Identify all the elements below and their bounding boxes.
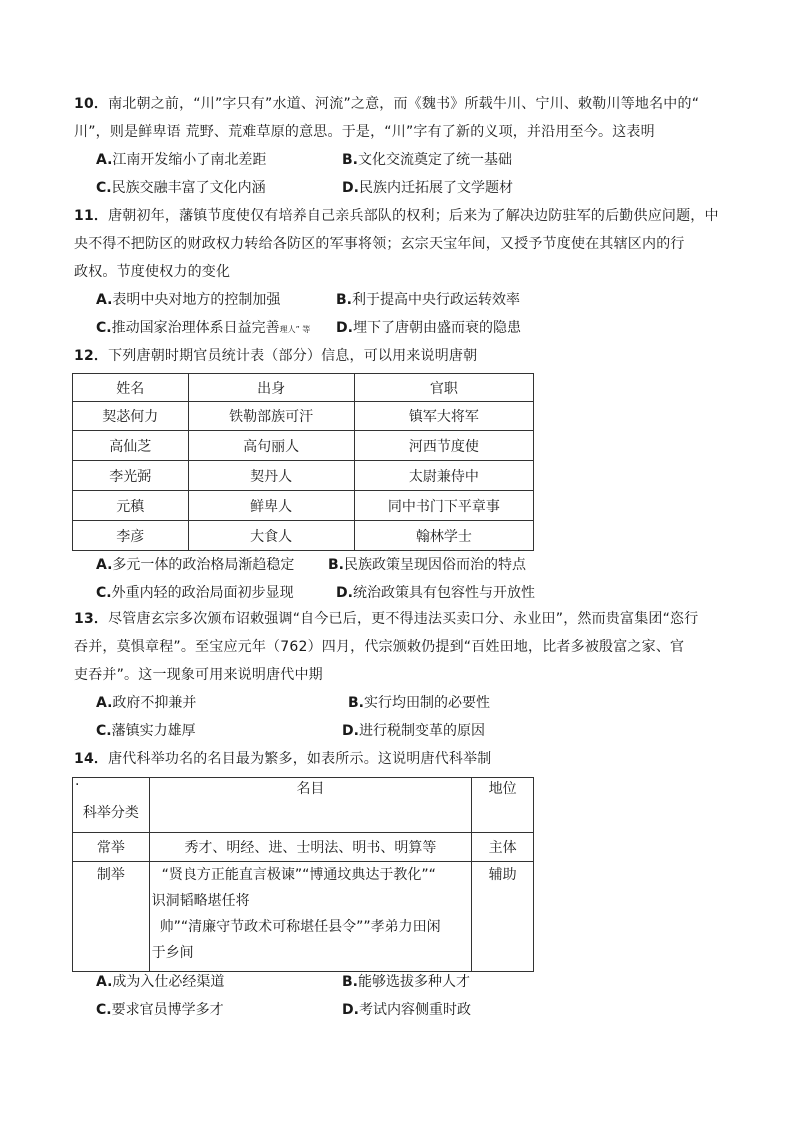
stem-line: 央不得不把防区的财政权力转给各防区的军事将领；玄宗天宝年间，又授予节度使在其辖区内的行	[74, 236, 685, 252]
question-13-stem	[74, 605, 719, 689]
officials-table	[72, 373, 534, 551]
table-row	[73, 461, 534, 491]
table-cell: 同中书门下平章事	[354, 491, 533, 521]
question-number: 12．	[74, 348, 109, 364]
table-header-row	[73, 778, 534, 833]
table-header: 出身	[188, 374, 354, 402]
stem-line: 尽管唐玄宗多次颁布诏敕强调“自今已后，更不得违法买卖口分、永业田”，然而贵富集团“恣行	[108, 611, 699, 627]
table-cell: 高仙芝	[73, 431, 189, 461]
question-number: 10．	[74, 96, 109, 112]
stem-line: 唐代科举功名的名目最为繁多，如表所示。这说明唐代科举制	[108, 751, 492, 767]
question-number: 13．	[74, 611, 109, 627]
table-cell: 镇军大将军	[354, 402, 533, 431]
option-c[interactable]: C.外重内轻的政治局面初步显现	[96, 585, 294, 601]
table-cell: 太尉兼侍中	[354, 461, 533, 491]
option-d[interactable]: D.统治政策具有包容性与开放性	[336, 585, 535, 601]
table-cell: 契丹人	[188, 461, 354, 491]
table-cell: 元稹	[73, 491, 189, 521]
question-10-options	[96, 146, 716, 202]
table-cell: 高句丽人	[188, 431, 354, 461]
table-cell: 鲜卑人	[188, 491, 354, 521]
table-header: 官职	[354, 374, 533, 402]
stem-line: 下列唐朝时期官员统计表（部分）信息，可以用来说明唐朝	[108, 348, 478, 364]
table-cell: 主体	[472, 833, 534, 862]
cell-line: 帅”“清廉守节政术可称堪任县令””孝弟力田闲	[159, 919, 441, 935]
table-cell: 李光弼	[73, 461, 189, 491]
table-cell: 铁勒部族可汗	[188, 402, 354, 431]
table-header-row	[73, 374, 534, 402]
option-a[interactable]: A.政府不抑兼并	[96, 695, 197, 711]
table-cell: 辅助	[472, 862, 534, 972]
option-b[interactable]: B.利于提高中央行政运转效率	[336, 292, 520, 308]
header-category: 科举分类	[82, 805, 139, 821]
option-d[interactable]: D.进行税制变革的原因	[342, 723, 485, 739]
option-a[interactable]: A.江南开发缩小了南北差距	[96, 152, 267, 168]
option-d[interactable]: D.考试内容侧重时政	[342, 1002, 471, 1018]
table-cell: 契苾何力	[73, 402, 189, 431]
table-cell: 翰林学士	[354, 521, 533, 551]
question-12-stem	[74, 342, 719, 370]
table-row	[73, 521, 534, 551]
option-b[interactable]: B.文化交流奠定了统一基础	[342, 152, 512, 168]
exam-categories-table	[72, 777, 534, 972]
table-cell	[149, 862, 472, 972]
table-row	[73, 862, 534, 972]
table-row	[73, 402, 534, 431]
option-c[interactable]: C.民族交融丰富了文化内涵	[96, 180, 266, 196]
table-cell: 常举	[73, 833, 150, 862]
option-c[interactable]: C.要求官员博学多才	[96, 1002, 224, 1018]
question-11-options	[96, 286, 716, 342]
table-cell: 河西节度使	[354, 431, 533, 461]
stem-line: 吏吞并”。这一现象可用来说明唐代中期	[74, 667, 323, 683]
stem-line: 吞并，莫惧章程”。至宝应元年（762）四月，代宗颁敕仍提到“百姓田地，比者多被殷富之家、官	[74, 639, 685, 655]
question-10-stem	[74, 90, 719, 146]
option-c[interactable]: C.推动国家治理体系日益完善理人” 等	[96, 320, 311, 336]
question-14-options	[96, 968, 716, 1024]
question-13-options	[96, 689, 716, 745]
overlap-fragment: 理人” 等	[279, 325, 311, 334]
table-cell: 秀才、明经、进、士明法、明书、明算等	[149, 833, 472, 862]
question-number: 14．	[74, 751, 109, 767]
stem-line: 川”，则是鲜卑语 荒野、荒难草原的意思。于是，“川”字有了新的义项，并沿用至今。这表明	[74, 124, 655, 140]
cell-line: “贤良方正能直言极谏”“博通坟典达于教化”“	[161, 867, 436, 883]
option-a[interactable]: A.表明中央对地方的控制加强	[96, 292, 281, 308]
header-dot: ·	[75, 777, 80, 793]
option-b[interactable]: B.实行均田制的必要性	[348, 695, 490, 711]
question-number: 11．	[74, 208, 109, 224]
option-a[interactable]: A.成为入仕必经渠道	[96, 974, 225, 990]
question-12-options	[96, 551, 716, 607]
table-header	[73, 778, 150, 833]
option-d[interactable]: D.埋下了唐朝由盛而衰的隐患	[336, 320, 521, 336]
option-b[interactable]: B.民族政策呈现因俗而治的特点	[328, 557, 526, 573]
stem-line: 政权。节度使权力的变化	[74, 264, 231, 280]
table-row	[73, 833, 534, 862]
option-d[interactable]: D.民族内迁拓展了文学题材	[342, 180, 513, 196]
stem-line: 唐朝初年，藩镇节度使仅有培养自己亲兵部队的权利；后来为了解决边防驻军的后勤供应问题，中	[108, 208, 719, 224]
option-c[interactable]: C.藩镇实力雄厚	[96, 723, 196, 739]
cell-line: 识洞韬略堪任将	[151, 893, 250, 909]
cell-line: 于乡间	[151, 945, 194, 961]
table-header: 地位	[472, 778, 534, 833]
option-b[interactable]: B.能够选拔多种人才	[342, 974, 470, 990]
question-11-stem	[74, 202, 719, 286]
table-row	[73, 491, 534, 521]
table-cell: 制举	[73, 862, 150, 972]
table-header: 姓名	[73, 374, 189, 402]
table-header: 名目	[149, 778, 472, 833]
option-a[interactable]: A.多元一体的政治格局渐趋稳定	[96, 557, 295, 573]
question-14-stem	[74, 745, 719, 773]
stem-line: 南北朝之前，“川”字只有”水道、河流”之意，而《魏书》所载牛川、宁川、敕勒川等地名中的“	[108, 96, 700, 112]
table-row	[73, 431, 534, 461]
table-cell: 大食人	[188, 521, 354, 551]
table-cell: 李彦	[73, 521, 189, 551]
